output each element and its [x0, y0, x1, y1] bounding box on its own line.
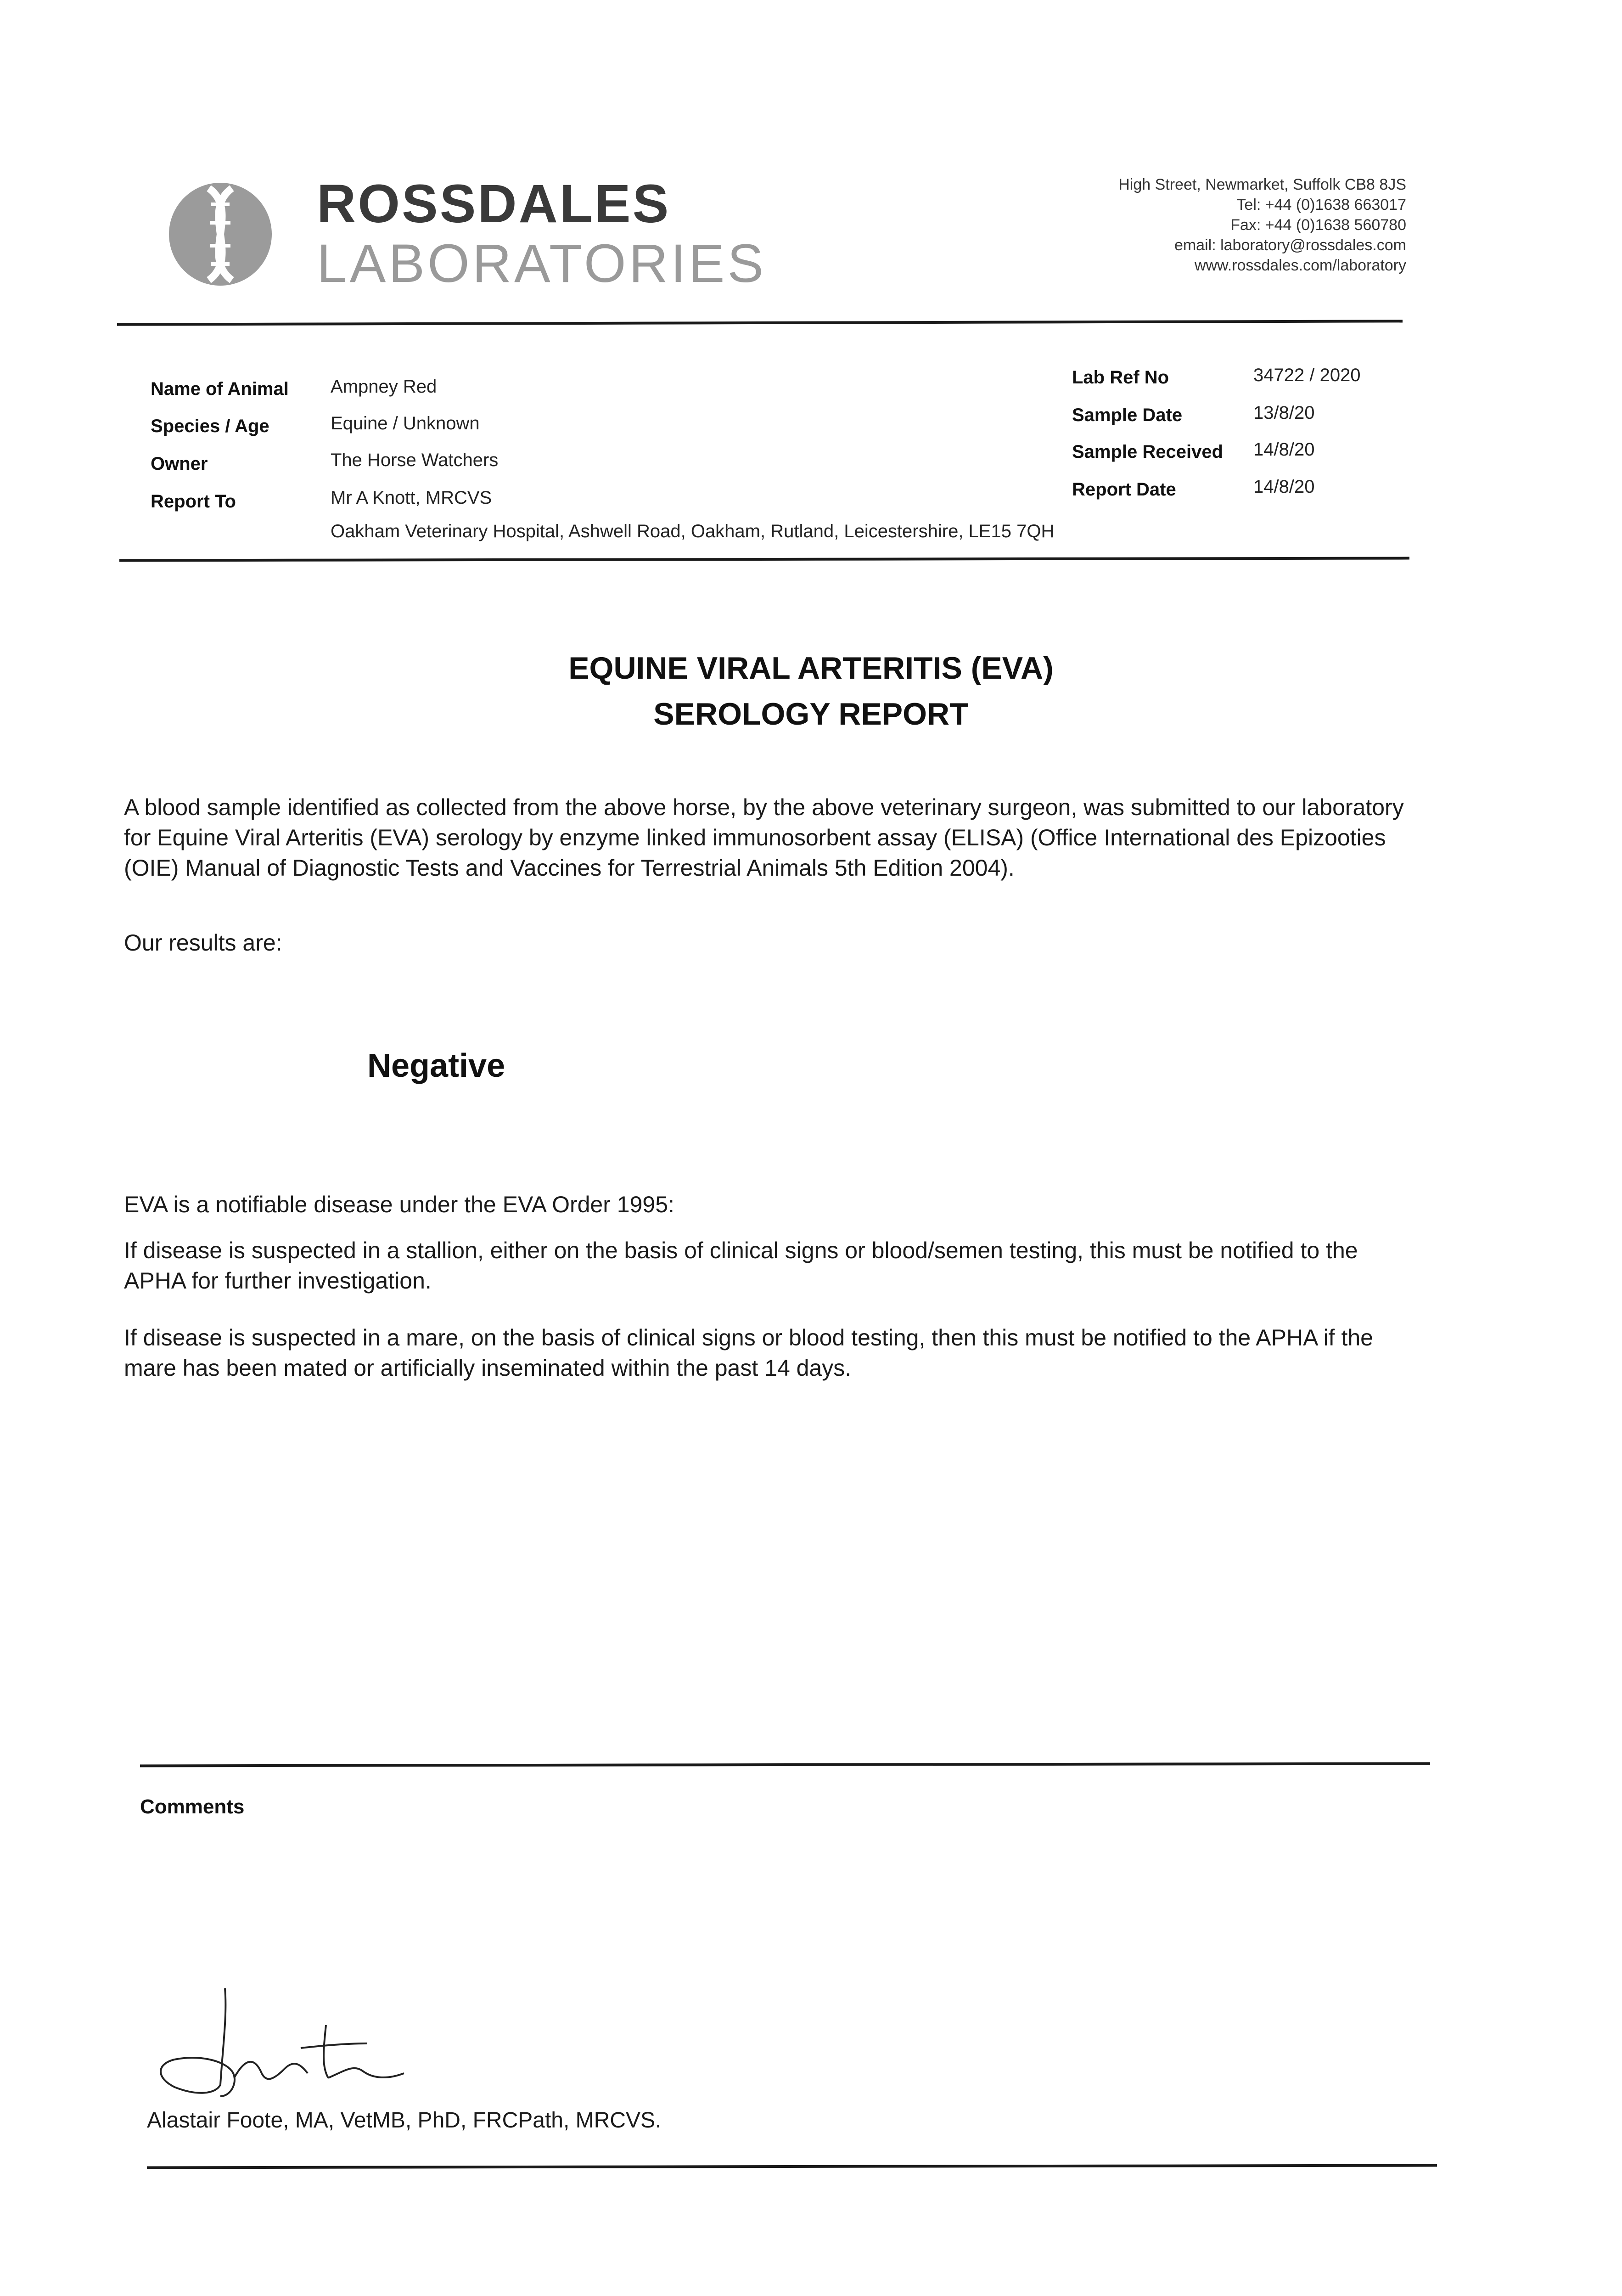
telephone: Tel: +44 (0)1638 663017 — [1236, 196, 1406, 214]
comments-label: Comments — [140, 1795, 245, 1818]
email: email: laboratory@rossdales.com — [1174, 236, 1406, 254]
signatory-name: Alastair Foote, MA, VetMB, PhD, FRCPath, MRCVS. — [147, 2108, 662, 2133]
report-to-value: Mr A Knott, MRCVS — [331, 488, 492, 508]
brand-subtitle: LABORATORIES — [317, 233, 767, 294]
footer-divider — [147, 2164, 1437, 2169]
lab-ref-label: Lab Ref No — [1072, 367, 1169, 388]
sample-received-value: 14/8/20 — [1253, 439, 1315, 460]
lab-ref-value: 34722 / 2020 — [1253, 365, 1361, 385]
address: High Street, Newmarket, Suffolk CB8 8JS — [1118, 176, 1406, 193]
sample-received-label: Sample Received — [1072, 442, 1224, 462]
signature-image — [147, 1979, 477, 2117]
owner-label: Owner — [151, 454, 208, 474]
mare-note: If disease is suspected in a mare, on the basis of clinical signs or blood testing, then this must be notified to the APHA if the mare has been mated or artificially inseminated within the past 14 days. — [124, 1325, 1373, 1381]
intro-paragraph: A blood sample identified as collected from the above horse, by the above veterinary surgeon, was submitted to our laboratory for Equine Viral Arteritis (EVA) serology by enzyme linked immunosorbent assay (ELISA) (Office International des Epizooties (OIE) Manual of Diagnostic Tests and Vaccines for Terrestrial Animals 5th Edition 2004). — [124, 794, 1404, 881]
contact-block — [1118, 174, 1406, 276]
sample-date-value: 13/8/20 — [1253, 403, 1315, 423]
results-intro: Our results are: — [124, 930, 282, 956]
report-title-line2: SEROLOGY REPORT — [653, 697, 969, 732]
dna-logo-icon — [165, 179, 275, 289]
report-to-address: Oakham Veterinary Hospital, Ashwell Road, Oakham, Rutland, Leicestershire, LE15 7QH — [331, 521, 1055, 541]
report-title — [0, 645, 1622, 737]
name-label: Name of Animal — [151, 379, 289, 399]
report-date-value: 14/8/20 — [1253, 477, 1315, 497]
details-divider — [119, 557, 1409, 562]
brand-name: ROSSDALES — [317, 174, 671, 234]
comments-divider — [140, 1762, 1430, 1767]
fax: Fax: +44 (0)1638 560780 — [1230, 216, 1406, 234]
test-result: Negative — [367, 1047, 505, 1084]
name-value: Ampney Red — [331, 377, 437, 397]
website: www.rossdales.com/laboratory — [1194, 257, 1406, 274]
species-label: Species / Age — [151, 416, 269, 436]
sample-date-label: Sample Date — [1072, 405, 1183, 425]
notifiable-statement: EVA is a notifiable disease under the EVA Order 1995: — [124, 1192, 674, 1217]
report-date-label: Report Date — [1072, 479, 1176, 500]
stallion-note: If disease is suspected in a stallion, either on the basis of clinical signs or blood/semen testing, this must be notified to the APHA for further investigation. — [124, 1238, 1358, 1294]
report-to-label: Report To — [151, 491, 236, 512]
species-value: Equine / Unknown — [331, 413, 480, 433]
report-title-line1: EQUINE VIRAL ARTERITIS (EVA) — [568, 651, 1054, 686]
owner-value: The Horse Watchers — [331, 450, 499, 470]
header-divider — [117, 320, 1403, 326]
